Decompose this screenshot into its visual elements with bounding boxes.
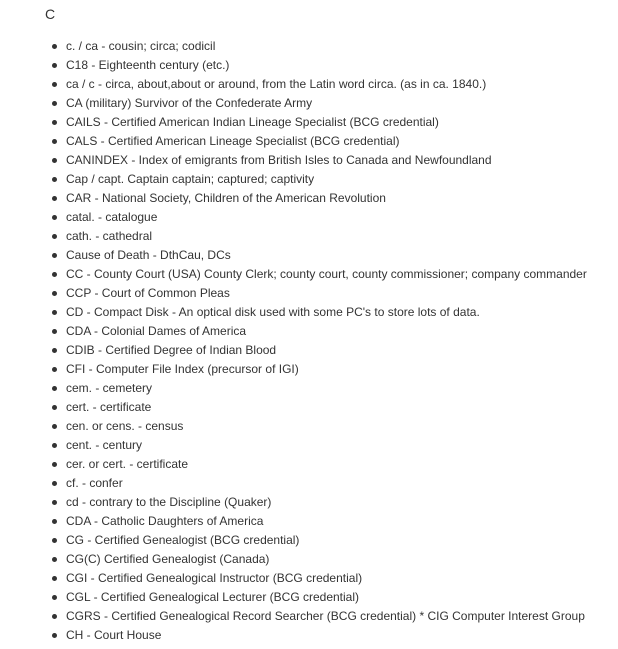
list-item-text: CCP - Court of Common Pleas [66,286,230,300]
list-item-text: cf. - confer [66,476,123,490]
list-item-text: cert. - certificate [66,400,152,414]
bullet-icon [52,595,57,600]
list-item [0,56,618,75]
list-item [0,322,618,341]
list-item [0,227,618,246]
bullet-icon [52,177,57,182]
list-item [0,246,618,265]
list-item-text: cer. or cert. - certificate [66,457,189,471]
bullet-icon [52,272,57,277]
list-item [0,208,618,227]
bullet-icon [52,101,57,106]
list-item-text: CALS - Certified American Lineage Specialist (BCG credential) [66,134,400,148]
list-item-text: CANINDEX - Index of emigrants from British Isles to Canada and Newfoundland [66,153,492,167]
bullet-icon [52,557,57,562]
list-item-text: Cause of Death - DthCau, DCs [66,248,231,262]
list-item-text: cath. - cathedral [66,229,153,243]
bullet-icon [52,519,57,524]
list-item-text: CGI - Certified Genealogical Instructor (BCG credential) [66,571,363,585]
bullet-icon [52,44,57,49]
list-item-text: Cap / capt. Captain captain; captured; captivity [66,172,315,186]
list-item [0,474,618,493]
list-item [0,113,618,132]
bullet-icon [52,158,57,163]
bullet-icon [52,462,57,467]
list-item [0,94,618,113]
bullet-icon [52,405,57,410]
bullet-icon [52,386,57,391]
bullet-icon [52,291,57,296]
bullet-icon [52,329,57,334]
list-item-text: cent. - century [66,438,143,452]
list-item [0,626,618,645]
list-item-text: CDIB - Certified Degree of Indian Blood [66,343,277,357]
list-item [0,436,618,455]
list-item [0,75,618,94]
list-item-text: cem. - cemetery [66,381,153,395]
bullet-icon [52,367,57,372]
list-item [0,341,618,360]
list-item-text: CDA - Catholic Daughters of America [66,514,264,528]
bullet-icon [52,215,57,220]
list-item-text: CDA - Colonial Dames of America [66,324,247,338]
list-item [0,455,618,474]
bullet-icon [52,63,57,68]
list-item [0,265,618,284]
list-item [0,569,618,588]
list-item-text: CD - Compact Disk - An optical disk used with some PC's to store lots of data. [66,305,480,319]
list-item-text: catal. - catalogue [66,210,158,224]
bullet-icon [52,500,57,505]
abbreviation-list [0,37,618,645]
bullet-icon [52,538,57,543]
list-item [0,284,618,303]
list-item-text: CFI - Computer File Index (precursor of IGI) [66,362,299,376]
list-item-text: CG(C) Certified Genealogist (Canada) [66,552,270,566]
list-item-text: CH - Court House [66,628,162,642]
bullet-icon [52,633,57,638]
bullet-icon [52,614,57,619]
list-item [0,493,618,512]
list-item [0,512,618,531]
list-item-text: CGL - Certified Genealogical Lecturer (BCG credential) [66,590,360,604]
list-item [0,303,618,322]
bullet-icon [52,234,57,239]
list-item [0,531,618,550]
bullet-icon [52,196,57,201]
bullet-icon [52,139,57,144]
list-item-text: CGRS - Certified Genealogical Record Searcher (BCG credential) * CIG Computer Interest Group [66,609,585,623]
list-item [0,132,618,151]
list-item [0,379,618,398]
bullet-icon [52,348,57,353]
section-heading: C [45,6,56,22]
bullet-icon [52,253,57,258]
list-item-text: cd - contrary to the Discipline (Quaker) [66,495,272,509]
list-item-text: C18 - Eighteenth century (etc.) [66,58,230,72]
list-item-text: CAILS - Certified American Indian Lineage Specialist (BCG credential) [66,115,439,129]
list-item [0,151,618,170]
bullet-icon [52,82,57,87]
list-item [0,360,618,379]
list-item-text: c. / ca - cousin; circa; codicil [66,39,216,53]
bullet-icon [52,120,57,125]
list-item [0,607,618,626]
list-item [0,189,618,208]
list-item-text: CG - Certified Genealogist (BCG credential) [66,533,300,547]
list-item [0,398,618,417]
list-item [0,588,618,607]
bullet-icon [52,310,57,315]
bullet-icon [52,443,57,448]
list-item [0,417,618,436]
list-item [0,170,618,189]
list-item-text: cen. or cens. - census [66,419,184,433]
list-item-text: ca / c - circa, about,about or around, from the Latin word circa. (as in ca. 1840.) [66,77,487,91]
list-item [0,550,618,569]
bullet-icon [52,481,57,486]
list-item-text: CC - County Court (USA) County Clerk; county court, county commissioner; company commander [66,267,587,281]
bullet-icon [52,576,57,581]
list-item-text: CA (military) Survivor of the Confederate Army [66,96,313,110]
list-item-text: CAR - National Society, Children of the American Revolution [66,191,386,205]
list-item [0,37,618,56]
bullet-icon [52,424,57,429]
